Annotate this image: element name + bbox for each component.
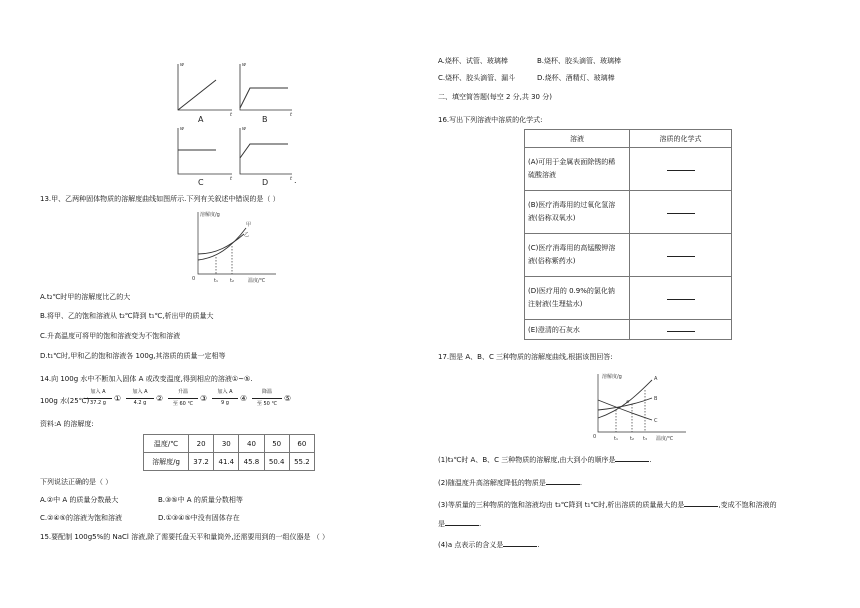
q14-option-c: C.②④⑤的溶液为饱和溶液 <box>40 514 122 522</box>
graph-b-x-label: t <box>290 112 292 118</box>
table-cell: 温度/℃ <box>144 435 189 453</box>
q17-question-1: (1)t₃℃时 A、B、C 三种物质的溶解度,由大到小的顺序是 . <box>438 456 652 464</box>
q17-question-2: (2)随温度升高溶解度降低的物质是 . <box>438 479 583 487</box>
q17-stem: 17.图是 A、B、C 三种物质的溶解度曲线,根据该图回答: <box>438 353 613 361</box>
q14-step-3-bottom: 至 60 ℃ <box>172 401 194 407</box>
q17-solubility-chart <box>590 370 700 446</box>
table-cell: 37.2 <box>189 453 214 471</box>
table-cell: 30 <box>214 435 239 453</box>
q13-t2: t₂ <box>230 278 234 284</box>
q15-option-b: B.烧杯、胶头滴管、玻璃棒 <box>537 57 622 65</box>
q14-solubility-table <box>143 434 315 471</box>
q17-origin: 0 <box>593 434 597 440</box>
q13-curve-jia: 甲 <box>246 222 252 228</box>
table-row <box>525 148 732 191</box>
q16-row-c-label: (C)医疗消毒用的高锰酸钾溶 液(俗称紫药水) <box>525 234 630 277</box>
q16-row-c-answer[interactable] <box>630 234 732 277</box>
q14-step-5-top: 降温 <box>261 389 272 395</box>
q17-blank-4[interactable] <box>503 546 537 547</box>
graph-label-d: D <box>262 178 269 187</box>
q13-curve-yi: 乙 <box>244 232 250 238</box>
q15-stem: 15.要配制 100g5%的 NaCl 溶液,除了需要托盘天平和量筒外,还需要用到的一组仪器是 （ ） <box>40 533 329 541</box>
table-cell: 45.8 <box>239 453 264 471</box>
table-row <box>525 320 732 340</box>
q14-step-5-result: ⑤ <box>284 394 292 403</box>
q17-blank-3b[interactable] <box>445 525 479 526</box>
q14-step-4-bottom: 9 g <box>221 400 229 406</box>
q14-step-4-arrow <box>212 398 238 399</box>
section-2-heading: 二、填空简答题(每空 2 分,共 30 分) <box>438 93 552 101</box>
q14-reaction-chain <box>40 388 300 412</box>
graph-label-a: A <box>198 115 204 124</box>
q14-option-d: D.①③④⑤中没有固体存在 <box>158 514 240 522</box>
q16-header-solution: 溶液 <box>525 130 630 148</box>
table-row <box>525 191 732 234</box>
q17-blank-2[interactable] <box>546 484 580 485</box>
q14-step-1-result: ① <box>114 394 122 403</box>
q17-question-3: (3)等质量的三种物质的饱和溶液均由 t₃℃降到 t₁℃时,析出溶质的质量最大的是 ,变成不饱和溶液的 <box>438 501 777 509</box>
q13-xlabel: 温度/℃ <box>248 278 266 284</box>
q15-option-c: C.烧杯、胶头滴管、漏斗 <box>438 74 516 82</box>
q16-row-d-answer[interactable] <box>630 277 732 320</box>
q17-t1: t₁ <box>614 436 618 442</box>
q13-option-c: C.升高温度可将甲的饱和溶液变为不饱和溶液 <box>40 332 181 340</box>
q17-xlabel: 温度/℃ <box>656 436 674 442</box>
graph-b-y-label: w <box>242 62 247 68</box>
graph-a-x-label: t <box>230 112 232 118</box>
q17-t2: t₂ <box>630 436 634 442</box>
q14-step-2-top: 加入 A <box>132 389 148 395</box>
table-cell: 60 <box>289 435 314 453</box>
q17-t3: t₃ <box>643 436 647 442</box>
graph-d-y-label: w <box>242 126 247 132</box>
q17-curve-a: A <box>654 376 658 382</box>
graph-d-x-label: t <box>290 176 292 182</box>
table-row <box>525 277 732 320</box>
graph-label-b: B <box>262 115 268 124</box>
q14-step-2-result: ② <box>156 394 164 403</box>
q16-row-a-label: (A)可用于金属表面除锈的稀 硫酸溶液 <box>525 148 630 191</box>
q16-row-a-answer[interactable] <box>630 148 732 191</box>
q14-option-b: B.③⑤中 A 的质量分数相等 <box>158 496 243 504</box>
table-cell: 55.2 <box>289 453 314 471</box>
q13-stem: 13.甲、乙两种固体物质的溶解度曲线如图所示.下列有关叙述中错误的是（ ） <box>40 195 280 203</box>
q17-question-3-cont: 是 . <box>438 520 482 528</box>
graph-set-a-d <box>170 58 310 188</box>
q17-ylabel: 溶解度/g <box>602 374 622 380</box>
q14-step-3-result: ③ <box>200 394 208 403</box>
q17-curve-b: B <box>654 396 658 402</box>
table-cell: 溶解度/g <box>144 453 189 471</box>
q16-stem: 16.写出下列溶液中溶质的化学式: <box>438 116 543 124</box>
q16-header-formula: 溶质的化学式 <box>630 130 732 148</box>
q14-step-1-arrow <box>84 398 112 399</box>
table-row <box>144 453 315 471</box>
table-cell: 50.4 <box>264 453 289 471</box>
q14-option-a: A.②中 A 的质量分数最大 <box>40 496 119 504</box>
graph-label-c: C <box>198 178 204 187</box>
q16-row-b-answer[interactable] <box>630 191 732 234</box>
q14-step-5-arrow <box>252 398 282 399</box>
q16-row-b-label: (B)医疗消毒用的过氧化氢溶 液(俗称双氧水) <box>525 191 630 234</box>
q17-point-a: a <box>626 399 630 405</box>
q14-step-1-bottom: 37.2 g <box>90 400 106 406</box>
q16-row-e-answer[interactable] <box>630 320 732 340</box>
q14-step-3-top: 升温 <box>177 389 188 395</box>
q14-step-3-arrow <box>168 398 198 399</box>
graph-trailing-dot: . <box>294 176 297 185</box>
q17-question-4: (4)a 点表示的含义是 . <box>438 541 540 549</box>
q14-prompt: 下列说法正确的是（ ） <box>40 478 113 486</box>
q13-option-d: D.t₁℃时,甲和乙的饱和溶液各 100g,其溶质的质量一定相等 <box>40 352 226 360</box>
q13-origin: 0 <box>192 276 196 282</box>
table-cell: 20 <box>189 435 214 453</box>
q14-stem: 14.向 100g 水中不断加入固体 A 或改变温度,得到相应的溶液①~⑤. <box>40 375 253 383</box>
q14-step-4-result: ④ <box>240 394 248 403</box>
q14-step-4-top: 加入 A <box>217 389 233 395</box>
q15-option-a: A.烧杯、试管、玻璃棒 <box>438 57 508 65</box>
q13-ylabel: 溶解度/g <box>200 212 220 218</box>
q14-chain-start: 100g 水(25℃) <box>40 397 90 405</box>
q14-step-2-arrow <box>126 398 154 399</box>
q13-option-b: B.将甲、乙的饱和溶液从 t₂℃降到 t₁℃,析出甲的质量大 <box>40 312 214 320</box>
q14-step-2-bottom: 4.2 g <box>133 400 147 406</box>
graph-c-y-label: w <box>180 126 185 132</box>
graph-a-y-label: w <box>180 62 185 68</box>
table-cell: 41.4 <box>214 453 239 471</box>
q17-curve-c: C <box>654 418 658 424</box>
q16-row-e-label: (E)澄清的石灰水 <box>525 320 630 340</box>
q17-blank-1[interactable] <box>615 461 649 462</box>
table-cell: 40 <box>239 435 264 453</box>
table-cell: 50 <box>264 435 289 453</box>
graph-c-x-label: t <box>230 176 232 182</box>
q14-material: 资料:A 的溶解度: <box>40 420 94 428</box>
q15-option-d: D.烧杯、酒精灯、玻璃棒 <box>537 74 615 82</box>
q13-option-a: A.t₂℃时甲的溶解度比乙的大 <box>40 293 131 301</box>
table-row <box>525 234 732 277</box>
q16-row-d-label: (D)医疗用的 0.9%的氯化钠 注射液(生理盐水) <box>525 277 630 320</box>
q16-table <box>524 129 732 340</box>
table-row <box>525 130 732 148</box>
q13-solubility-chart <box>186 208 286 288</box>
q14-step-5-bottom: 至 50 ℃ <box>256 401 278 407</box>
table-row <box>144 435 315 453</box>
q17-blank-3a[interactable] <box>684 506 718 507</box>
q14-step-1-top: 加入 A <box>90 389 106 395</box>
q13-t1: t₁ <box>214 278 218 284</box>
